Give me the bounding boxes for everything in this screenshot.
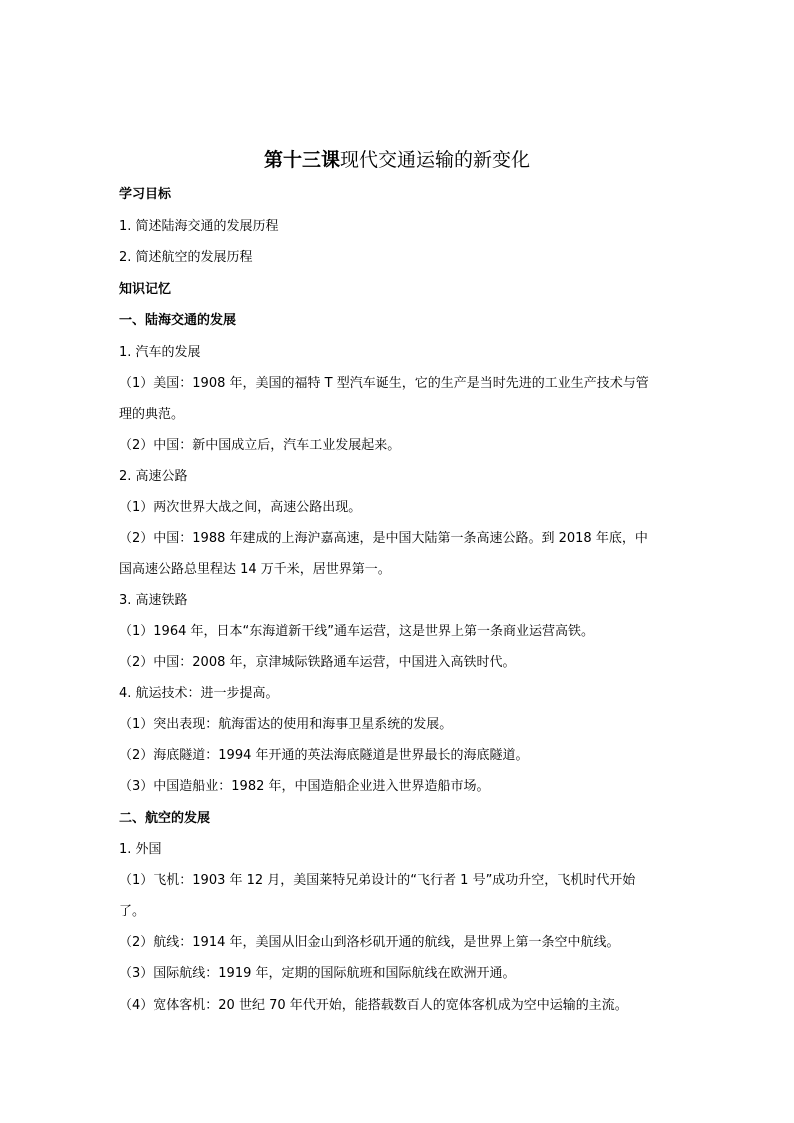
paragraph-line: （2）海底隧道：1994 年开通的英法海底隧道是世界最长的海底隧道。	[119, 748, 529, 763]
paragraph-line: （2）中国：新中国成立后，汽车工业发展起来。	[119, 438, 401, 453]
paragraph-line: （3）国际航线：1919 年，定期的国际航班和国际航线在欧洲开通。	[119, 966, 516, 981]
paragraph-line: （4）宽体客机：20 世纪 70 年代开始，能搭载数百人的宽体客机成为空中运输的主流。	[119, 998, 628, 1013]
paragraph-line: （1）美国：1908 年，美国的福特 T 型汽车诞生，它的生产是当时先进的工业生产技术与管	[119, 376, 649, 391]
subheading: 1. 汽车的发展	[119, 345, 201, 360]
section-heading-learning-goals: 学习目标	[119, 187, 172, 202]
paragraph-line: 理的典范。	[119, 407, 185, 422]
paragraph-line: （2）中国：1988 年建成的上海沪嘉高速，是中国大陆第一条高速公路。到 2018 年底，中	[119, 531, 648, 546]
paragraph-line: （3）中国造船业：1982 年，中国造船企业进入世界造船市场。	[119, 779, 490, 794]
section-heading-knowledge: 知识记忆	[119, 282, 172, 297]
subheading: 4. 航运技术：进一步提高。	[119, 686, 279, 701]
paragraph-line: 国高速公路总里程达 14 万千米，居世界第一。	[119, 562, 391, 577]
goal-item: 1. 简述陆海交通的发展历程	[119, 219, 279, 234]
paragraph-line: （1）飞机：1903 年 12 月，美国莱特兄弟设计的“飞行者 1 号”成功升空，飞机时代开始	[119, 873, 636, 888]
section-heading-land-sea: 一、陆海交通的发展	[119, 313, 237, 328]
paragraph-line: （1）两次世界大战之间，高速公路出现。	[119, 500, 362, 515]
title-text: 现代交通运输的新变化	[340, 149, 531, 171]
title-lesson-number: 第十三课	[263, 149, 340, 171]
subheading: 3. 高速铁路	[119, 593, 188, 608]
section-heading-aviation: 二、航空的发展	[119, 811, 211, 826]
paragraph-line: 了。	[119, 904, 146, 919]
paragraph-line: （1）突出表现：航海雷达的使用和海事卫星系统的发展。	[119, 717, 453, 732]
subheading: 2. 高速公路	[119, 469, 188, 484]
goal-item: 2. 简述航空的发展历程	[119, 250, 253, 265]
paragraph-line: （1）1964 年，日本“东海道新干线”通车运营，这是世界上第一条商业运营高铁。	[119, 624, 594, 639]
subheading: 1. 外国	[119, 842, 162, 857]
page-title	[0, 147, 794, 173]
paragraph-line: （2）中国：2008 年，京津城际铁路通车运营，中国进入高铁时代。	[119, 655, 516, 670]
paragraph-line: （2）航线：1914 年，美国从旧金山到洛杉矶开通的航线，是世界上第一条空中航线。	[119, 935, 620, 950]
